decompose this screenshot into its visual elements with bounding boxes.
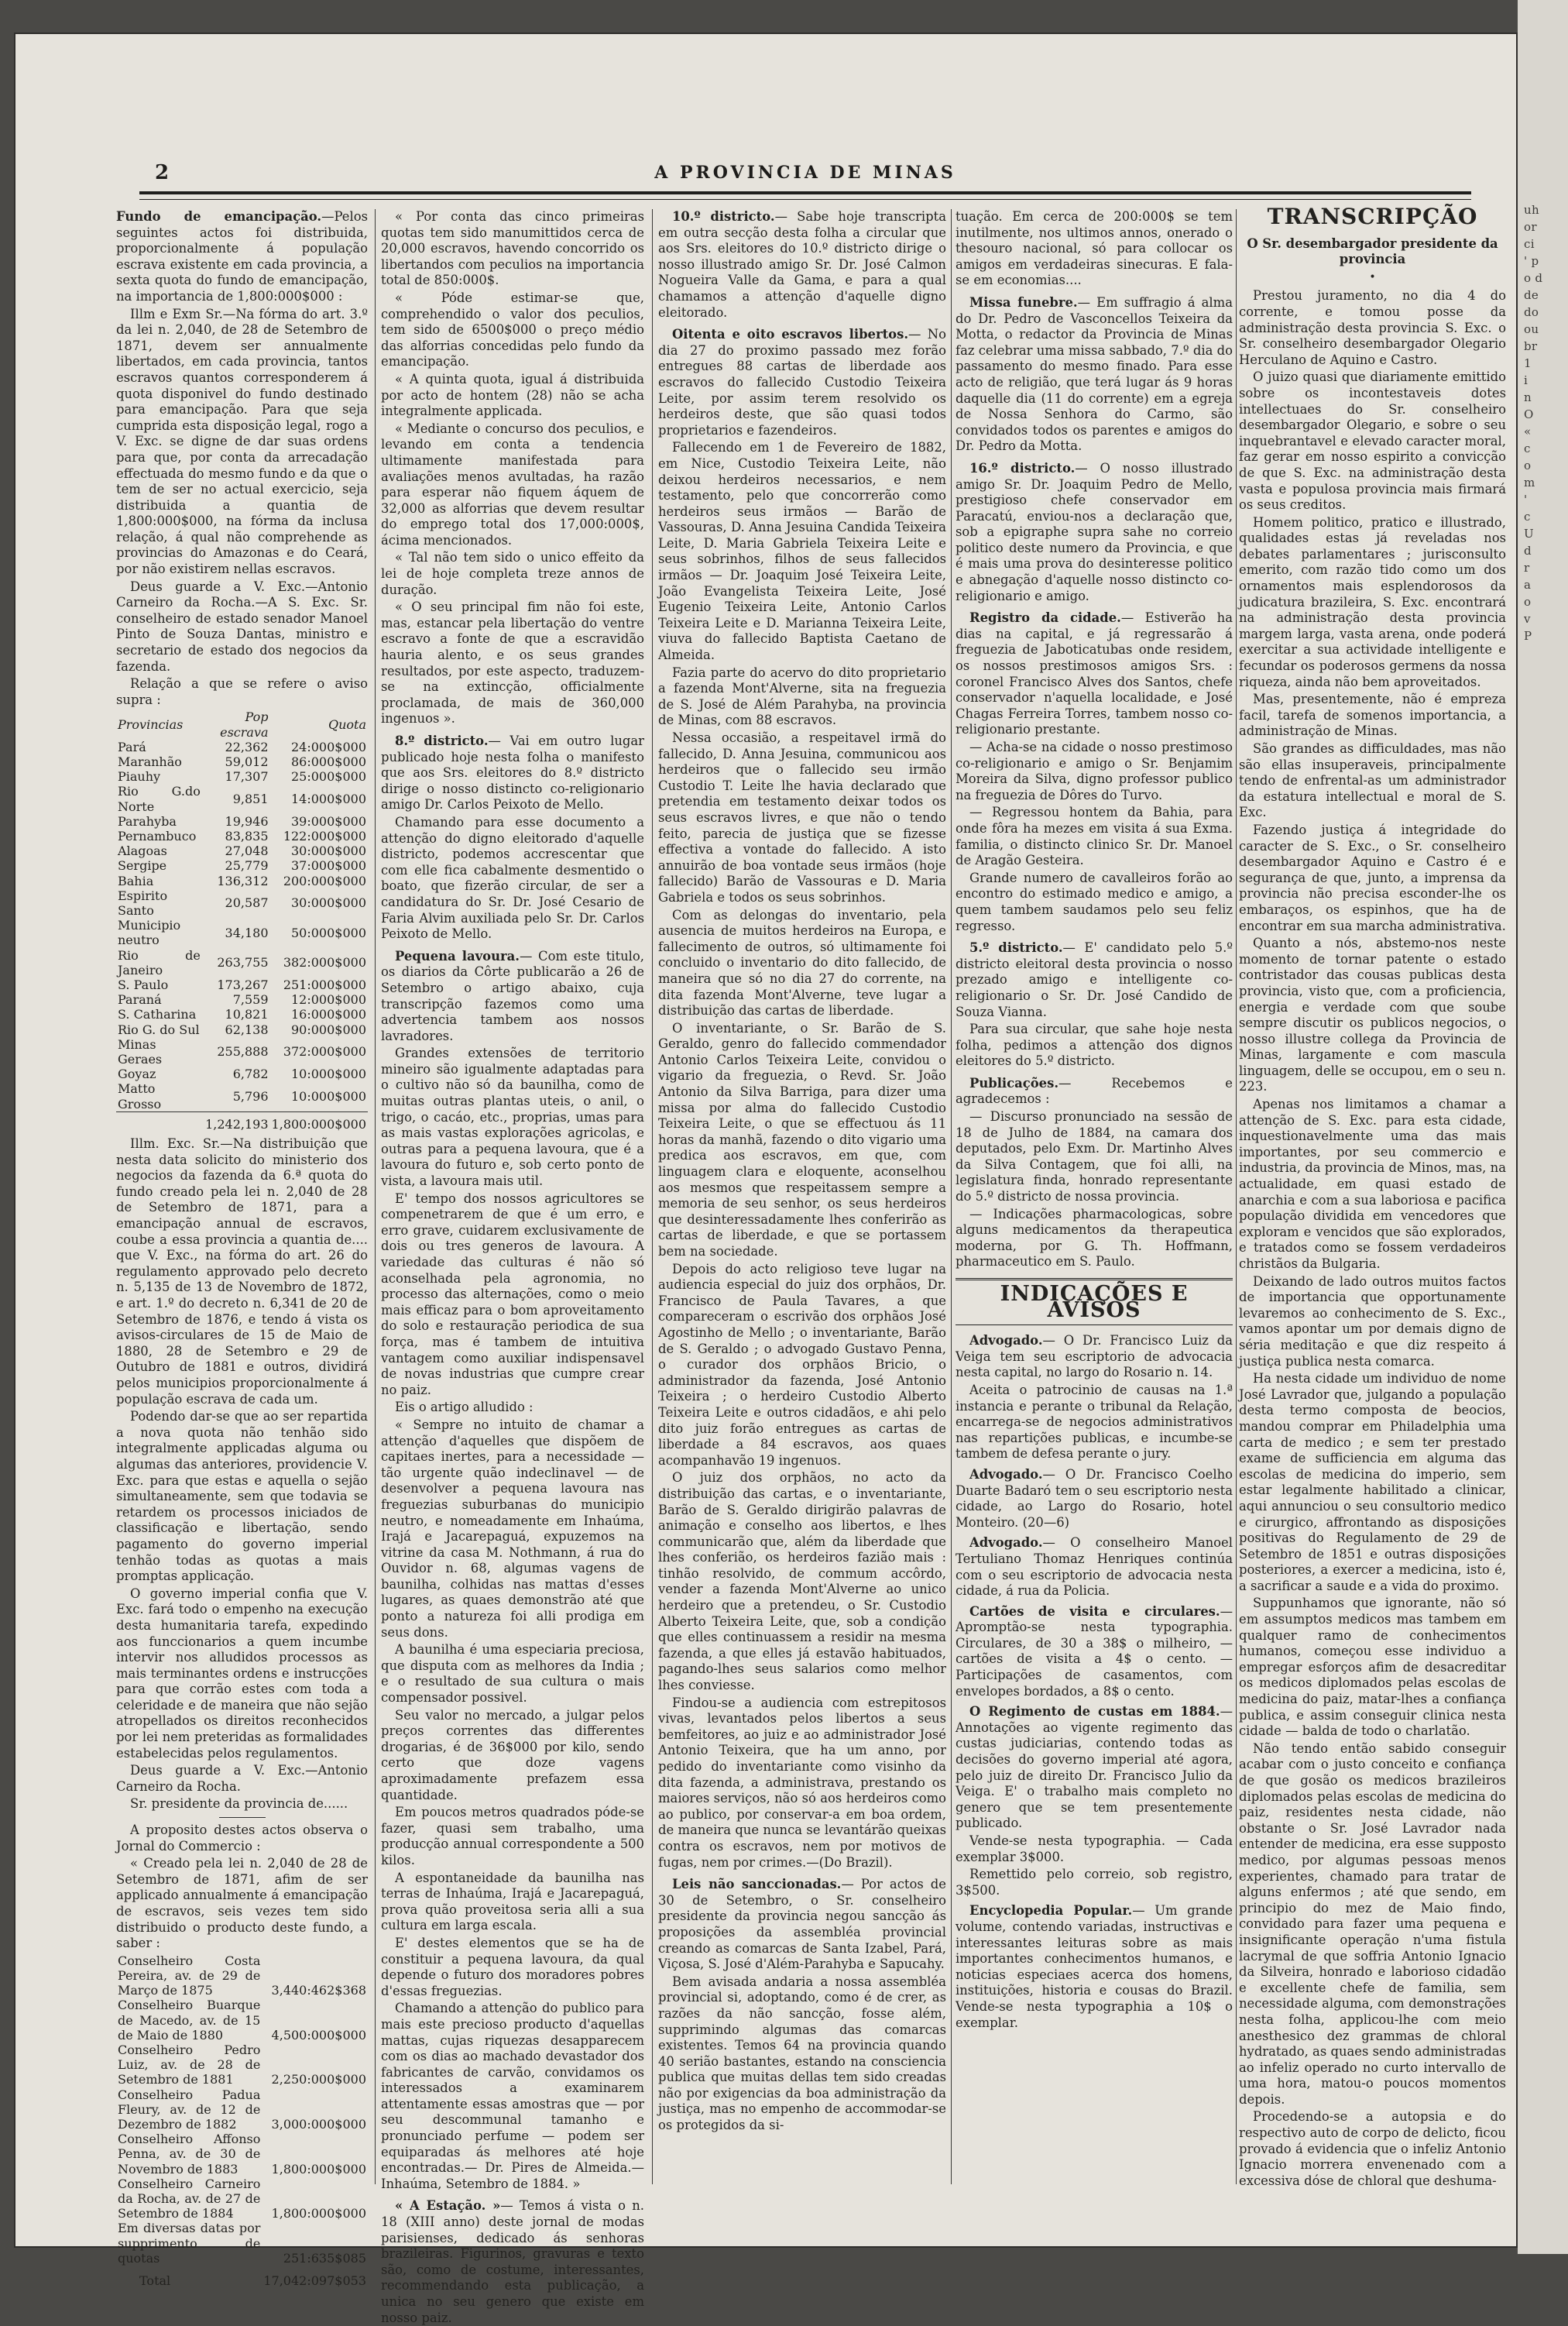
quota-cell: 251:000$000: [283, 977, 366, 993]
article-16th-district: 16.º districto.— O nosso illustrado amigo Sr. Dr. Joaquim Pedro de Mello, prestigioso chefe conservador em Paracatú, enviou-nos a declaração que, sob a epigraphe supra sahe no correio politico deste numero da Provincia, e que é mais uma prova do desinteresse politico e abnegação d'aquelle nosso distincto co-religionario e amigo.: [956, 460, 1233, 603]
population-cell: 6,782: [232, 1067, 269, 1082]
province-cell: Pernambuco: [118, 829, 197, 844]
province-cell: Espirito Santo: [118, 888, 168, 919]
paragraph: Depois do acto religioso teve lugar na audiencia especial do juiz dos orphãos, Dr. Francisco de Paula Tavares, a que compareceram o escrivão dos orphãos José Agostinho de Mello ; o inventariante, Barão de S. Geraldo ; o advogado Gustavo Penna, o curador dos orphãos Bricio, o administrador da fazenda, José Antonio Teixeira ; o herdeiro Custodio Alberto Teixeira Leite e outros cidadãos, e ahi pelo dito juiz forão entregues as cartas de liberdade a 84 escravos, aos quaes acompanhavão 19 ingenuos.: [658, 1261, 946, 1468]
table-row: [116, 918, 368, 947]
paragraph: Quanto a nós, abstemo-nos neste momento de tornar patente o estado contristador das cousas publicas desta provincia, visto que, com a proficiencia, energia e verdade com que soube sempre discutir os publicos negocios, o nosso illustre collega da Provincia de Minas, largamente e com mascula linguagem, delle se occupou, em o seu n. 223.: [1239, 936, 1506, 1094]
table-row: [116, 2177, 368, 2221]
paragraph: tuação. Em cerca de 200:000$ se tem inutilmente, nos ultimos annos, onerado o thesouro nacional, só para collocar os amigos em verdadeiras sinecuras. E fala-se em economias....: [956, 209, 1233, 288]
table-row: [116, 740, 368, 754]
article-5th-district: 5.º districto.— E' candidato pelo 5.º districto eleitoral desta provincia o nosso prezado amigo e intelligente co-religionario o Sr. Dr. José Candido de Souza Vianna.: [956, 940, 1233, 1019]
article-10th-district: 10.º districto.— Sabe hoje transcripta em outra secção desta folha a circular que aos Srs. eleitores do 10.º districto dirige o nosso illustrado amigo Sr. Dr. José Calmon Nogueira Valle da Gama, e para a qual chamamos a attenção d'aquelle digno eleitorado.: [658, 209, 946, 320]
paragraph: Com as delongas do inventario, pela ausencia de muitos herdeiros na Europa, e fallecimento de outros, só ultimamente foi concluido o inventario do dito fallecido, de maneira que só no dia 27 do corrente, na dita fazenda Mont'Alverne, teve lugar a distribuição das cartas de liberdade.: [658, 907, 946, 1019]
divider: [219, 1817, 266, 1818]
paragraph: — Acha-se na cidade o nosso prestimoso co-religionario e amigo o Sr. Benjamim Moreira da Silva, digno professor publico na freguezia de Dôres do Turvo.: [956, 740, 1233, 802]
ad-advogado-1: Advogado.— O Dr. Francisco Luiz da Veiga tem seu escriptorio de advocacia nesta capital, no largo do Rosario n. 14.: [956, 1333, 1233, 1380]
ad-advogado-3: Advogado.— O conselheiro Manoel Tertuliano Thomaz Henriques continúa com o seu escriptorio de advocacia nesta cidade, á rua da Policia.: [956, 1535, 1233, 1599]
population-cell: 5,796: [232, 1089, 269, 1105]
column-3: [658, 209, 946, 2184]
article-city-register: Registro da cidade.— Estiverão ha dias na capital, e já regressarão á freguezia de Jaboticatubas onde residem, os nossos prestimosos amigos Srs. : coronel Francisco Alves dos Santos, chefe conservador n'aquella localidade, e José Chagas Ferreira Torres, tambem nosso co-religionario prestante.: [956, 610, 1233, 737]
population-cell: 263,755: [217, 955, 269, 971]
province-cell: Maranhão: [118, 754, 182, 770]
paragraph: Para sua circular, que sahe hoje nesta folha, pedimos a attenção dos dignos eleitores do 5.º districto.: [956, 1022, 1233, 1069]
table-row: [116, 784, 368, 813]
amount-cell: 1,800:000$000: [271, 2206, 366, 2221]
amount-cell: 1,800:000$000: [271, 2161, 366, 2177]
paragraph: Homem politico, pratico e illustrado, qualidades estas já reveladas nos debates parlamentares ; jurisconsulto emerito, com razão tido como um dos ornamentos mais esplendorosos da judicatura brazileira, S. Exc. encontrará na administração desta provincia margem larga, vasta arena, onde poderá exercitar a sua actividade intelligente e fecundar os poderosos germens da nossa riqueza, ainda não bem aproveitados.: [1239, 514, 1506, 689]
table-header-row: Provincias Pop escrava Quota: [118, 709, 366, 740]
population-cell: 136,312: [217, 873, 269, 888]
province-cell: Pará: [118, 739, 146, 754]
table-row: [116, 888, 368, 918]
minister-cell: Conselheiro Costa Pereira, av. de 29 de Março de 1875: [118, 1953, 261, 1998]
table-row: [116, 992, 368, 1007]
quota-cell: 25:000$000: [290, 769, 366, 785]
paragraph: « Por conta das cinco primeiras quotas tem sido manumittidos cerca de 20,000 escravos, havendo concorrido os libertandos com peculios na importancia total de 850:000$.: [381, 209, 644, 288]
paragraph: Procedendo-se a autopsia e do respectivo auto de corpo de delicto, ficou provado á evidencia que o infeliz Antonio Ignacio morrera envenenado com a excessiva dóse de chloral que deshuma-: [1239, 2109, 1506, 2188]
paragraph: O juiz dos orphãos, no acto da distribuição das cartas, e o inventariante, Barão de S. Geraldo dirigirão palavras de animação e conselho aos libertos, e lhes communicarão que, além da liberdade que lhes conferião, os herdeiros fazião mais : tinhão resolvido, de commum accôrdo, vender a fazenda Mont'Alverne ao unico herdeiro que a pretendeu, o Sr. Custodio Alberto Teixeira Leite, que, sob a condição que elles continuassem a residir na mesma fazenda, a que elles já estavão habituados, pagando-lhes seus salarios como melhor lhes conviesse.: [658, 1470, 946, 1693]
table-row: [116, 1007, 368, 1022]
column-divider: [951, 209, 952, 2184]
paragraph: Prestou juramento, no dia 4 do corrente, e tomou posse da administração desta provincia S. Exc. o Sr. conselheiro desembargador Olegario Herculano de Aquino e Castro.: [1239, 288, 1506, 367]
quota-cell: 30:000$000: [290, 895, 366, 911]
province-cell: Rio G. do Sul: [118, 1022, 200, 1037]
column-divider: [375, 209, 376, 2184]
paragraph: O juizo quasi que diariamente emittido sobre os incontestaveis dotes intellectuaes do Sr. conselheiro desembargador Olegario, e sobre o seu inquebrantavel e elevado caracter moral, faz gerar em nosso espirito a convicção de que S. Exc. na administração desta vasta e populosa provincia mais firmará os seus creditos.: [1239, 369, 1506, 513]
paragraph: — Indicações pharmacologicas, sobre alguns medicamentos da therapeutica moderna, por G. Th. Hoffmann, pharmaceutico em S. Paulo.: [956, 1206, 1233, 1270]
table-row: [116, 1953, 368, 1998]
population-cell: 19,946: [225, 813, 269, 829]
paragraph: Seu valor no mercado, a julgar pelos preços correntes das differentes drogarias, é de 36$000 por kilo, sendo certo que doze vagens aproximadamente prefazem essa quantidade.: [381, 1707, 644, 1802]
table-row: [116, 1037, 368, 1067]
ad-cartoes: Cartões de visita e circulares.— Apromptão-se nesta typographia. Circulares, de 30 a 38$ o milheiro, — cartões de visita a 4$ o cento. — Participações de casamentos, com envelopes bordados, a 8$ o cento.: [956, 1603, 1233, 1699]
paragraph: « Mediante o concurso dos peculios, e levando em conta a tendencia ultimamente manifestada para avaliações menos avultadas, ha razão para esperar não fiquem áquem de 32,000 as alforrias que devem resultar do emprego total dos 17,000:000$, ácima mencionados.: [381, 421, 644, 548]
section-title-transcripcao: TRANSCRIPÇÃO: [1267, 204, 1478, 229]
population-cell: 59,012: [225, 754, 269, 770]
paragraph: « O seu principal fim não foi este, mas, estancar pela libertação do ventre escravo a fonte de que a escravidão hauria alento, e os seus grandes resultados, por este aspecto, traduzem-se na extincção, officialmente proclamada, de mais de 360,000 ingenuos ».: [381, 600, 644, 727]
province-cell: Sergipe: [118, 858, 167, 874]
quota-cell: 122:000$000: [283, 829, 366, 844]
paragraph: « Sempre no intuito de chamar a attenção d'aquelles que dispõem de capitaes inertes, para a necessidade — tão urgente quão indeclinavel — de desenvolver a pequena lavoura nas freguezias suburbanas do municipio neutro, e nomeadamente em Inhaúma, Irajá e Jacarepaguá, expuzemos na vitrine da casa M. Nothmann, á rua do Ouvidor n. 68, algumas vagens de baunilha, colhidas nas mattas d'esses lugares, as quaes demonstrão até que ponto a natureza foi alli prodiga em seus dons.: [381, 1417, 644, 1640]
paragraph: « Póde estimar-se que, comprehendido o valor dos peculios, tem sido de 6500$000 o preço médio das alforrias concedidas pelo fundo da emancipação.: [381, 290, 644, 369]
paragraph: Deus guarde a V. Exc.—Antonio Carneiro da Rocha.: [116, 1763, 368, 1794]
paragraph: Eis o artigo alludido :: [395, 1400, 534, 1415]
paragraph: E' destes elementos que se ha de constituir a pequena lavoura, da qual depende o futuro dos moradores pobres d'essas freguezias.: [381, 1935, 644, 1998]
article-emancipation-intro: Fundo de emancipação.—Pelos seguintes actos foi distribuida, proporcionalmente á população escrava existente em cada provincia, a sexta quota do fundo de emancipação, na importancia de 1,800:000$000 :: [116, 209, 368, 304]
article-a-estacao: « A Estação. »— Temos á vista o n. 18 (XIII anno) deste jornal de modas parisienses, dedicado ás senhoras brazileiras. Figurinos, gravuras e texto são, como de costume, interessantes, recommendando esta publicação, a unica no seu genero que existe em nosso paiz.: [381, 2198, 644, 2325]
paragraph: Findou-se a audiencia com estrepitosos vivas, levantados pelos libertos a seus bemfeitores, ao juiz e ao administrador José Antonio Teixeira, que ha um anno, por pedido do inventariante como visinho da dita fazenda, a administrava, prestando os maiores serviços, não só aos herdeiros como ao publico, por conservar-a em boa ordem, de maneira que nunca se levantárão queixas contra os escravos, nem por motivos de fugas, nem por crimes.—(Do Brazil).: [658, 1695, 946, 1870]
paragraph: A proposito destes actos observa o Jornal do Commercio :: [116, 1823, 368, 1854]
province-cell: Rio G.do Norte: [118, 784, 201, 814]
table-row: [116, 829, 368, 843]
table-row: [116, 977, 368, 992]
quota-cell: 200:000$000: [283, 873, 366, 888]
column-4: [956, 209, 1233, 2184]
table-row: [116, 754, 368, 769]
paragraph: Fazia parte do acervo do dito proprietario a fazenda Mont'Alverne, sita na freguezia de S. José de Além Parahyba, na provincia de Minas, com 88 escravos.: [658, 665, 946, 728]
population-cell: 173,267: [217, 977, 269, 993]
amount-cell: 3,000:000$000: [271, 2117, 366, 2132]
province-cell: Goyaz: [118, 1067, 156, 1082]
paragraph: Chamando para esse documento a attenção do digno eleitorado d'aquelle districto, podemos accrescentar que com elle fica cabalmente desmentido o boato, que fizerão circular, de ser a candidatura do Sr. Dr. José Cesario de Faria Alvim auxiliada pelo Sr. Dr. Carlos Peixoto de Mello.: [381, 814, 644, 942]
quota-cell: 24:000$000: [290, 739, 366, 754]
quota-cell: 12:000$000: [290, 992, 366, 1008]
quota-cell: 86:000$000: [290, 754, 366, 770]
paragraph: Sr. presidente da provincia de......: [130, 1796, 348, 1812]
amount-cell: 251:635$085: [283, 2250, 366, 2266]
article-unsanctioned-laws: Leis não sanccionadas.— Por actos de 30 de Setembro, o Sr. conselheiro presidente da provincia negou sancção ás proposições da assembléa provincial creando as comarcas de Santa Izabel, Pará, Viçosa, S. José d'Além-Parahyba e Sapucahy.: [658, 1877, 946, 1972]
quota-cell: 16:000$000: [290, 1007, 366, 1022]
section-title-indicacoes: INDICAÇÕES E AVISOS: [956, 1278, 1233, 1325]
quota-cell: 14:000$000: [290, 792, 366, 807]
amount-cell: 2,250:000$000: [271, 2072, 366, 2087]
paragraph: Bem avisada andaria a nossa assembléa provincial si, adoptando, como é de crer, as razões da não sancção, fosse além, supprimindo algumas das comarcas existentes. Temos 64 na provincia quando 40 serião bastantes, estando na consciencia publica que muitas dellas tem sido creadas não por exigencias da boa administração da justiça, mas no empenho de accommodar-se os protegidos da si-: [658, 1974, 946, 2133]
population-cell: 9,851: [232, 792, 269, 807]
newspaper-title: A PROVINCIA DE MINAS: [654, 163, 956, 183]
province-cell: Parahyba: [118, 813, 177, 829]
quota-table-body: [116, 740, 368, 1112]
paragraph: Relação a que se refere o aviso supra :: [116, 676, 368, 707]
paragraph: Aceita o patrocinio de causas na 1.ª instancia e perante o tribunal da Relação, encarrega-se de negocios administrativos nas repartições publicas, e incumbe-se tambem de defesa perante o jury.: [956, 1382, 1233, 1462]
paragraph: Não tendo então sabido conseguir acabar com o justo conceito e confiança de que gosão os medicos brazileiros diplomados pelas escolas de medicina do paiz, residentes nesta cidade, não obstante o Sr. José Lavrador nada entender de medicina, era esse supposto medico, por algumas pessoas menos experientes, chamado para tratar de alguns enfermos ; até que sendo, em principio do mez de Maio findo, convidado para fazer uma pequena e insignificante operação n'uma fistula lacrymal de que soffria Antonio Ignacio da Silveira, honrado e laborioso cidadão e excellente chefe de familia, sem necessidade alguma, com demonstrações nesta folha, applicou-lhe com meio anesthesico dez grammas de chloral hydratado, as quaes sendo administradas ao infeliz operado no curto intervallo de uma hora, matou-o poucos momentos depois.: [1239, 1740, 1506, 2107]
quota-cell: 30:000$000: [290, 843, 366, 859]
table-row: [116, 948, 368, 977]
column-5: [1239, 204, 1506, 2188]
paragraph: São grandes as difficuldades, mas não são ellas insuperaveis, principalmente tendo de enfrental-as um administrador da estatura intellectual e moral de S. Exc.: [1239, 741, 1506, 820]
paragraph: Illm e Exm Sr.—Na fórma do art. 3.º da lei n. 2,040, de 28 de Setembro de 1871, devem ser annualmente libertados, em cada provincia, tantos escravos quantos corresponderem á quota disponivel do fundo destinado para emancipação. Para que seja cumprida esta disposição legal, rogo a V. Exc. se digne de dar suas ordens para que, por conta da arrecadação effectuada do mesmo fundo e da que o tem de ser no actual exercicio, seja distribuida a quantia de 1,800:000$000, na fórma da inclusa relação, á qual não comprehende as provincias do Amazonas e do Ceará, por não existirem nellas escravos.: [116, 306, 368, 577]
minister-cell: Conselheiro Buarque de Macedo, av. de 15 de Maio de 1880: [118, 1998, 261, 2043]
paragraph: Chamando a attenção do publico para mais este precioso producto d'aquellas mattas, cujas riquezas desapparecem com os dias ao machado devastador dos fabricantes de carvão, convidamos os interessados a examinarem attentamente essas amostras que — por seu descommunal tamanho e pronunciado perfume — podem ser equiparadas ás melhores até hoje encontradas.— Dr. Pires de Almeida.—Inhaúma, Setembro de 1884. »: [381, 2001, 644, 2191]
page-number: 2: [155, 161, 170, 184]
column-2: [381, 209, 644, 2325]
paragraph: Vende-se nesta typographia. — Cada exemplar 3$000.: [956, 1833, 1233, 1864]
table-row: [116, 843, 368, 858]
table-row: [116, 814, 368, 829]
table-row: [116, 2087, 368, 2132]
paragraph: O governo imperial confia que V. Exc. fará todo o empenho na execução desta humanitaria tarefa, expedindo aos funccionarios a quem incumbe intervir nos alludidos processos as mais terminantes ordens e instrucções para que corrão estes com toda a celeridade e de maneira que não sejão atropellados os direitos reconhecidos por lei nem preteridas as formalidades estabelecidas pelos regulamentos.: [116, 1586, 368, 1761]
paragraph: Deus guarde a V. Exc.—Antonio Carneiro da Rocha.—A S. Exc. Sr. conselheiro de estado senador Manoel Pinto de Souza Dantas, ministro e secretario de estado dos negocios da fazenda.: [116, 579, 368, 674]
table-row: [116, 1998, 368, 2043]
paragraph: Podendo dar-se que ao ser repartida a nova quota não tenhão sido integralmente applicadas alguma ou algumas das anteriores, providencie V. Exc. para que estas e aquella o sejão simultaneamente, sem que todavia se retardem os processos iniciados de classificação e libertação, sendo pagamento do governo imperial tenhão todas as quotas a mais promptas applicação.: [116, 1409, 368, 1584]
quota-cell: 50:000$000: [290, 925, 366, 940]
population-cell: 17,307: [225, 769, 269, 785]
quota-cell: 39:000$000: [290, 813, 366, 829]
ad-regimento: O Regimento de custas em 1884.— Annotações ao vigente regimento das custas judiciarias, contendo todas as decisões do governo imperial até agora, pelo juiz de direito Dr. Francisco Julio da Veiga. E' o trabalho mais completo no genero que se tem presentemente publicado.: [956, 1704, 1233, 1831]
paragraph: « Creado pela lei n. 2,040 de 28 de Setembro de 1871, afim de ser applicado annualmente á emancipação de escravos, seis vezes tem sido distribuido o producto deste fundo, a saber :: [116, 1856, 368, 1951]
quota-cell: 372:000$000: [283, 1044, 366, 1060]
table-total-row: 1,242,193 1,800:000$000: [116, 1111, 368, 1132]
quota-cell: 37:000$000: [290, 858, 366, 874]
paragraph: Nessa occasião, a respeitavel irmã do fallecido, D. Anna Jesuina, communicou aos herdeiros que o fallecido seu irmão Custodio T. Leite lhe havia declarado que pretendia em testamento deixar todos os seus escravos livres, e que não o tendo feito, parecia de justiça que se fizesse effectiva a vontade do fallecido. A isto annuirão de boa vontade seus irmãos (hoje fallecido) Barão de Vassouras e D. Maria Gabriela e todos os seus sobrinhos.: [658, 730, 946, 905]
header-rule: [139, 191, 1471, 200]
paragraph: Deixando de lado outros muitos factos de importancia que opportunamente levaremos ao conhecimento de S. Exc., vamos apontar um por demais digno de séria meditação e que diz respeito á justiça publica nesta comarca.: [1239, 1273, 1506, 1369]
paragraph: O inventariante, o Sr. Barão de S. Geraldo, genro do fallecido commendador Antonio Carlos Teixeira Leite, convidou o vigario da freguezia, o Revd. Sr. João Antonio da Silva Barriga, para dizer uma missa por alma do fallecido Custodio Teixeira Leite, o que se effectuou ás 11 horas da manhã, fazendo o dito vigario uma predica aos escravos, em que, com linguagem clara e eloquente, aconselhou aos mesmos que respeitassem sempre a memoria de seu senhor, os seus herdeiros que desinteressadamente lhes conferirão as cartas de liberdade, e que se portassem bem na sociedade.: [658, 1020, 946, 1259]
article-88-slaves-freed: Oitenta e oito escravos libertos.— No dia 27 do proximo passado mez forão entregues 88 cartas de liberdade aos escravos do fallecido Custodio Teixeira Leite, por assim terem resolvido os herdeiros deste, que são quasi todos proprietarios e fazendeiros.: [658, 327, 946, 438]
quota-cell: 10:000$000: [290, 1067, 366, 1082]
adjacent-page-edge: [1518, 0, 1568, 2254]
table-row: [116, 1022, 368, 1037]
quota-cell: 10:000$000: [290, 1089, 366, 1105]
ad-encyclopedia: Encyclopedia Popular.— Um grande volume, contendo variadas, instructivas e interessantes leituras sobre as mais importantes conhecimentos humanos, e noticias especiaes acerca dos homens, instituições, historia e cousas do Brazil. Vende-se nesta typographia a 10$ o exemplar.: [956, 1903, 1233, 2030]
article-publications: Publicações.— Recebemos e agradecemos :: [956, 1075, 1233, 1107]
paragraph: Suppunhamos que ignorante, não só em assumptos medicos mas tambem em qualquer ramo de conhecimentos humanos, começou esse individuo a empregar esforços afim de desacreditar os medicos diplomados pelas escolas de medicina do paiz, matar-lhes a confiança publica, e assim conseguir clinica nesta cidade — balda de todo o charlatão.: [1239, 1596, 1506, 1739]
amount-cell: 4,500:000$000: [271, 2027, 366, 2043]
paragraph: Grandes extensões de territorio mineiro são igualmente adaptadas para o cultivo não só da baunilha, como de muitas outras plantas uteis, o anil, o trigo, o cacáo, etc., proprias, umas para as mais vastas explorações agricolas, e outras para a pequena lavoura, que é a lavoura do futuro e, sob certo ponto de vista, a lavoura mais util.: [381, 1046, 644, 1189]
fund-total-row: Total 17,042:097$053: [139, 2273, 366, 2289]
article-missa-funebre: Missa funebre.— Em suffragio á alma do Dr. Pedro de Vasconcellos Teixeira da Motta, o redactor da Provincia de Minas faz celebrar uma missa sabbado, 7.º dia do passamento do mesmo finado. Para esse acto de religião, que terá lugar ás 9 horas daquelle dia (11 do corrente) em a egreja de Nossa Senhora do Carmo, são convidados todos os parentes e amigos do Dr. Pedro da Motta.: [956, 294, 1233, 454]
table-row: [116, 1081, 368, 1111]
article-pequena-lavoura: Pequena lavoura.— Com este titulo, os diarios da Côrte publicarão a 26 de Setembro o artigo abaixo, cuja transcripção fazemos como uma advertencia tambem aos nossos lavradores.: [381, 948, 644, 1043]
province-cell: Bahia: [118, 873, 154, 888]
population-cell: 255,888: [217, 1044, 269, 1060]
paragraph: Illm. Exc. Sr.—Na distribuição que nesta data solicito do ministerio dos negocios da fazenda da 6.ª quota do fundo creado pela lei n. 2,040 de 28 de Setembro de 1871, para a emancipação annual de escravos, coube a essa provincia a quantia de.... que V. Exc., na fórma do art. 26 do regulamento approvado pelo decreto n. 5,135 de 13 de Novembro de 1872, e art. 1.º do decreto n. 6,341 de 20 de Setembro de 1876, e tendo á vista os avisos-circulares de 15 de Maio de 1880, 28 de Setembro e 29 de Outubro de 1881 e outros, dividirá pelos municipios proporcionalmente á população escrava de cada um.: [116, 1136, 368, 1407]
ad-advogado-2: Advogado.— O Dr. Francisco Coelho Duarte Badaró tem o seu escriptorio nesta cidade, ao Largo do Rosario, hotel Monteiro. (20—6): [956, 1466, 1233, 1530]
table-row: [116, 2043, 368, 2087]
paragraph: Mas, presentemente, não é empreza facil, tarefa de somenos importancia, a administração de Minas.: [1239, 692, 1506, 739]
adjacent-page-fragments: uh or ci ' p o d de do ou br 1 i n O « c o m ' c U d r a o v P: [1524, 203, 1543, 643]
paragraph: A baunilha é uma especiaria preciosa, que disputa com as melhores da India ; e o resultado de sua cultura o mais compensador possivel.: [381, 1642, 644, 1706]
paragraph: Fallecendo em 1 de Fevereiro de 1882, em Nice, Custodio Teixeira Leite, não deixou herdeiros necessarios, e nem testamento, pelo que concorrerão como herdeiros seus irmãos — Barão de Vassouras, D. Anna Jesuina Candida Teixeira Leite, D. Maria Gabriela Teixeira Leite e seus sobrinhos, filhos de seus fallecidos irmãos — Dr. Joaquim José Teixeira Leite, João Evangelista Teixeira Leite, José Eugenio Teixeira Leite, Antonio Carlos Teixeira Leite e D. Marianna Teixeira Leite, viuva do fallecido Baptista Caetano de Almeida.: [658, 440, 946, 663]
population-cell: 25,779: [225, 858, 269, 874]
minister-cell: Conselheiro Affonso Penna, av. de 30 de Novembro de 1883: [118, 2132, 261, 2177]
paragraph: Em poucos metros quadrados póde-se fazer, quasi sem trabalho, uma producção annual correspondente a 500 kilos.: [381, 1805, 644, 1867]
column-1: [116, 209, 368, 2289]
population-cell: 22,362: [225, 739, 269, 754]
amount-cell: 3,440:462$368: [271, 1983, 366, 1998]
quota-table: [116, 709, 368, 1132]
fund-distribution-table: [116, 1953, 368, 2288]
province-cell: Rio de Janeiro: [118, 947, 201, 977]
population-cell: 34,180: [225, 925, 269, 940]
province-cell: Minas Geraes: [118, 1036, 163, 1067]
province-cell: Municipio neutro: [118, 918, 181, 948]
table-row: [116, 874, 368, 888]
table-row: [116, 2132, 368, 2177]
paragraph: — Regressou hontem da Bahia, para onde fôra ha mezes em visita á sua Exma. familia, o distincto clinico Sr. Dr. Manoel de Aragão Gesteira.: [956, 805, 1233, 868]
province-cell: S. Catharina: [118, 1007, 197, 1022]
table-row: [116, 2221, 368, 2266]
province-cell: Paraná: [118, 992, 162, 1008]
paragraph: Grande numero de cavalleiros forão ao encontro do estimado medico e amigo, a quem tambem saudamos pelo seu feliz regresso.: [956, 870, 1233, 933]
province-cell: S. Paulo: [118, 977, 169, 993]
table-row: [116, 1067, 368, 1081]
column-divider: [1236, 209, 1237, 2184]
paragraph: « Tal não tem sido o unico effeito da lei de hoje completa treze annos de duração.: [381, 550, 644, 597]
ornament: •: [1369, 270, 1376, 283]
quota-cell: 90:000$000: [290, 1022, 366, 1037]
paragraph: — Discurso pronunciado na sessão de 18 de Julho de 1884, na camara dos deputados, pelo Exm. Dr. Martinho Alves da Silva Contagem, que foi alli, na legislatura finda, honrado representante do 5.º districto de nossa provincia.: [956, 1109, 1233, 1204]
population-cell: 10,821: [225, 1007, 269, 1022]
paragraph: Apenas nos limitamos a chamar a attenção de S. Exc. para esta cidade, inquestionavelmente uma das mais importantes, por seu commercio e industria, da provincia de Minos, mas, na actualidade, em quasi estado de anarchia e com a sua laboriosa e pacifica população dividida em vencedores que exploram e vencidos que são explorados, e tratados como se fossem verdadeiros christãos da Bulgaria.: [1239, 1097, 1506, 1271]
minister-cell: Conselheiro Carneiro da Rocha, av. de 27 de Setembro de 1884: [118, 2176, 261, 2221]
minister-cell: Conselheiro Padua Fleury, av. de 12 de Dezembro de 1882: [118, 2087, 261, 2132]
page-header: [139, 161, 1471, 192]
column-divider: [652, 209, 653, 2184]
province-cell: Alagoas: [118, 843, 167, 859]
minister-cell: Conselheiro Pedro Luiz, av. de 28 de Setembro de 1881: [118, 2043, 261, 2087]
quota-cell: 382:000$000: [283, 955, 366, 971]
paragraph: Fazendo justiça á integridade do caracter de S. Exc., o Sr. conselheiro desembargador Aquino e Castro é e segurança de que, junto, a imprensa da provincia não precisa esconder-lhe os embaraços, os espinhos, que ha de encontrar em sua marcha administrativa.: [1239, 822, 1506, 933]
population-cell: 83,835: [225, 829, 269, 844]
paragraph: Remettido pelo correio, sob registro, 3$500.: [956, 1867, 1233, 1898]
paragraph: A espontaneidade da baunilha nas terras de Inhaúma, Irajá e Jacarepaguá, prova quão proveitosa seria alli a sua cultura em larga escala.: [381, 1870, 644, 1933]
minister-cell: Em diversas datas por supprimento de quotas: [118, 2221, 261, 2266]
paragraph: « A quinta quota, igual á distribuida por acto de hontem (28) não se acha integralmente applicada.: [381, 371, 644, 419]
province-cell: Matto Grosso: [118, 1081, 162, 1111]
table-row: [116, 858, 368, 873]
population-cell: 27,048: [225, 843, 269, 859]
population-cell: 20,587: [225, 895, 269, 911]
article-8th-district: 8.º districto.— Vai em outro lugar publicado hoje nesta folha o manifesto que aos Srs. eleitores do 8.º districto dirige o nosso distincto co-religionario amigo Dr. Carlos Peixoto de Mello.: [381, 734, 644, 813]
paragraph: Ha nesta cidade um individuo de nome José Lavrador que, julgando a população desta termo composta de beocios, mandou comprar em Philadelphia uma carta de medico ; e sem ter prestado exame de sufficiencia em alguma das escolas de medicina do imperio, sem estar legalmente habilitado a clinicar, aqui annunciou o seu consultorio medico e cirurgico, affrontando as disposições positivas do Regulamento de 29 de Setembro de 1851 e outras disposições posteriores, a exercer a medicina, isto é, a sacrificar a saude e a vida do proximo.: [1239, 1371, 1506, 1593]
population-cell: 7,559: [232, 992, 269, 1008]
population-cell: 62,138: [225, 1022, 269, 1037]
province-cell: Piauhy: [118, 769, 161, 785]
paragraph: E' tempo dos nossos agricultores se compenetrarem de que é um erro, e erro grave, cuidarem exclusivamente de dois ou tres generos de lavoura. A variedade das culturas é não só aconselhada pela agronomia, no processo das alternações, como o meio mais efficaz para o bom aproveitamento do solo e restauração periodica de sua força, mas é tambem de intuitiva vantagem como auxiliar indispensavel de novas industrias que cumpre crear no paiz.: [381, 1190, 644, 1397]
table-row: [116, 769, 368, 784]
article-subheading: O Sr. desembargador presidente da provincia: [1247, 235, 1498, 267]
